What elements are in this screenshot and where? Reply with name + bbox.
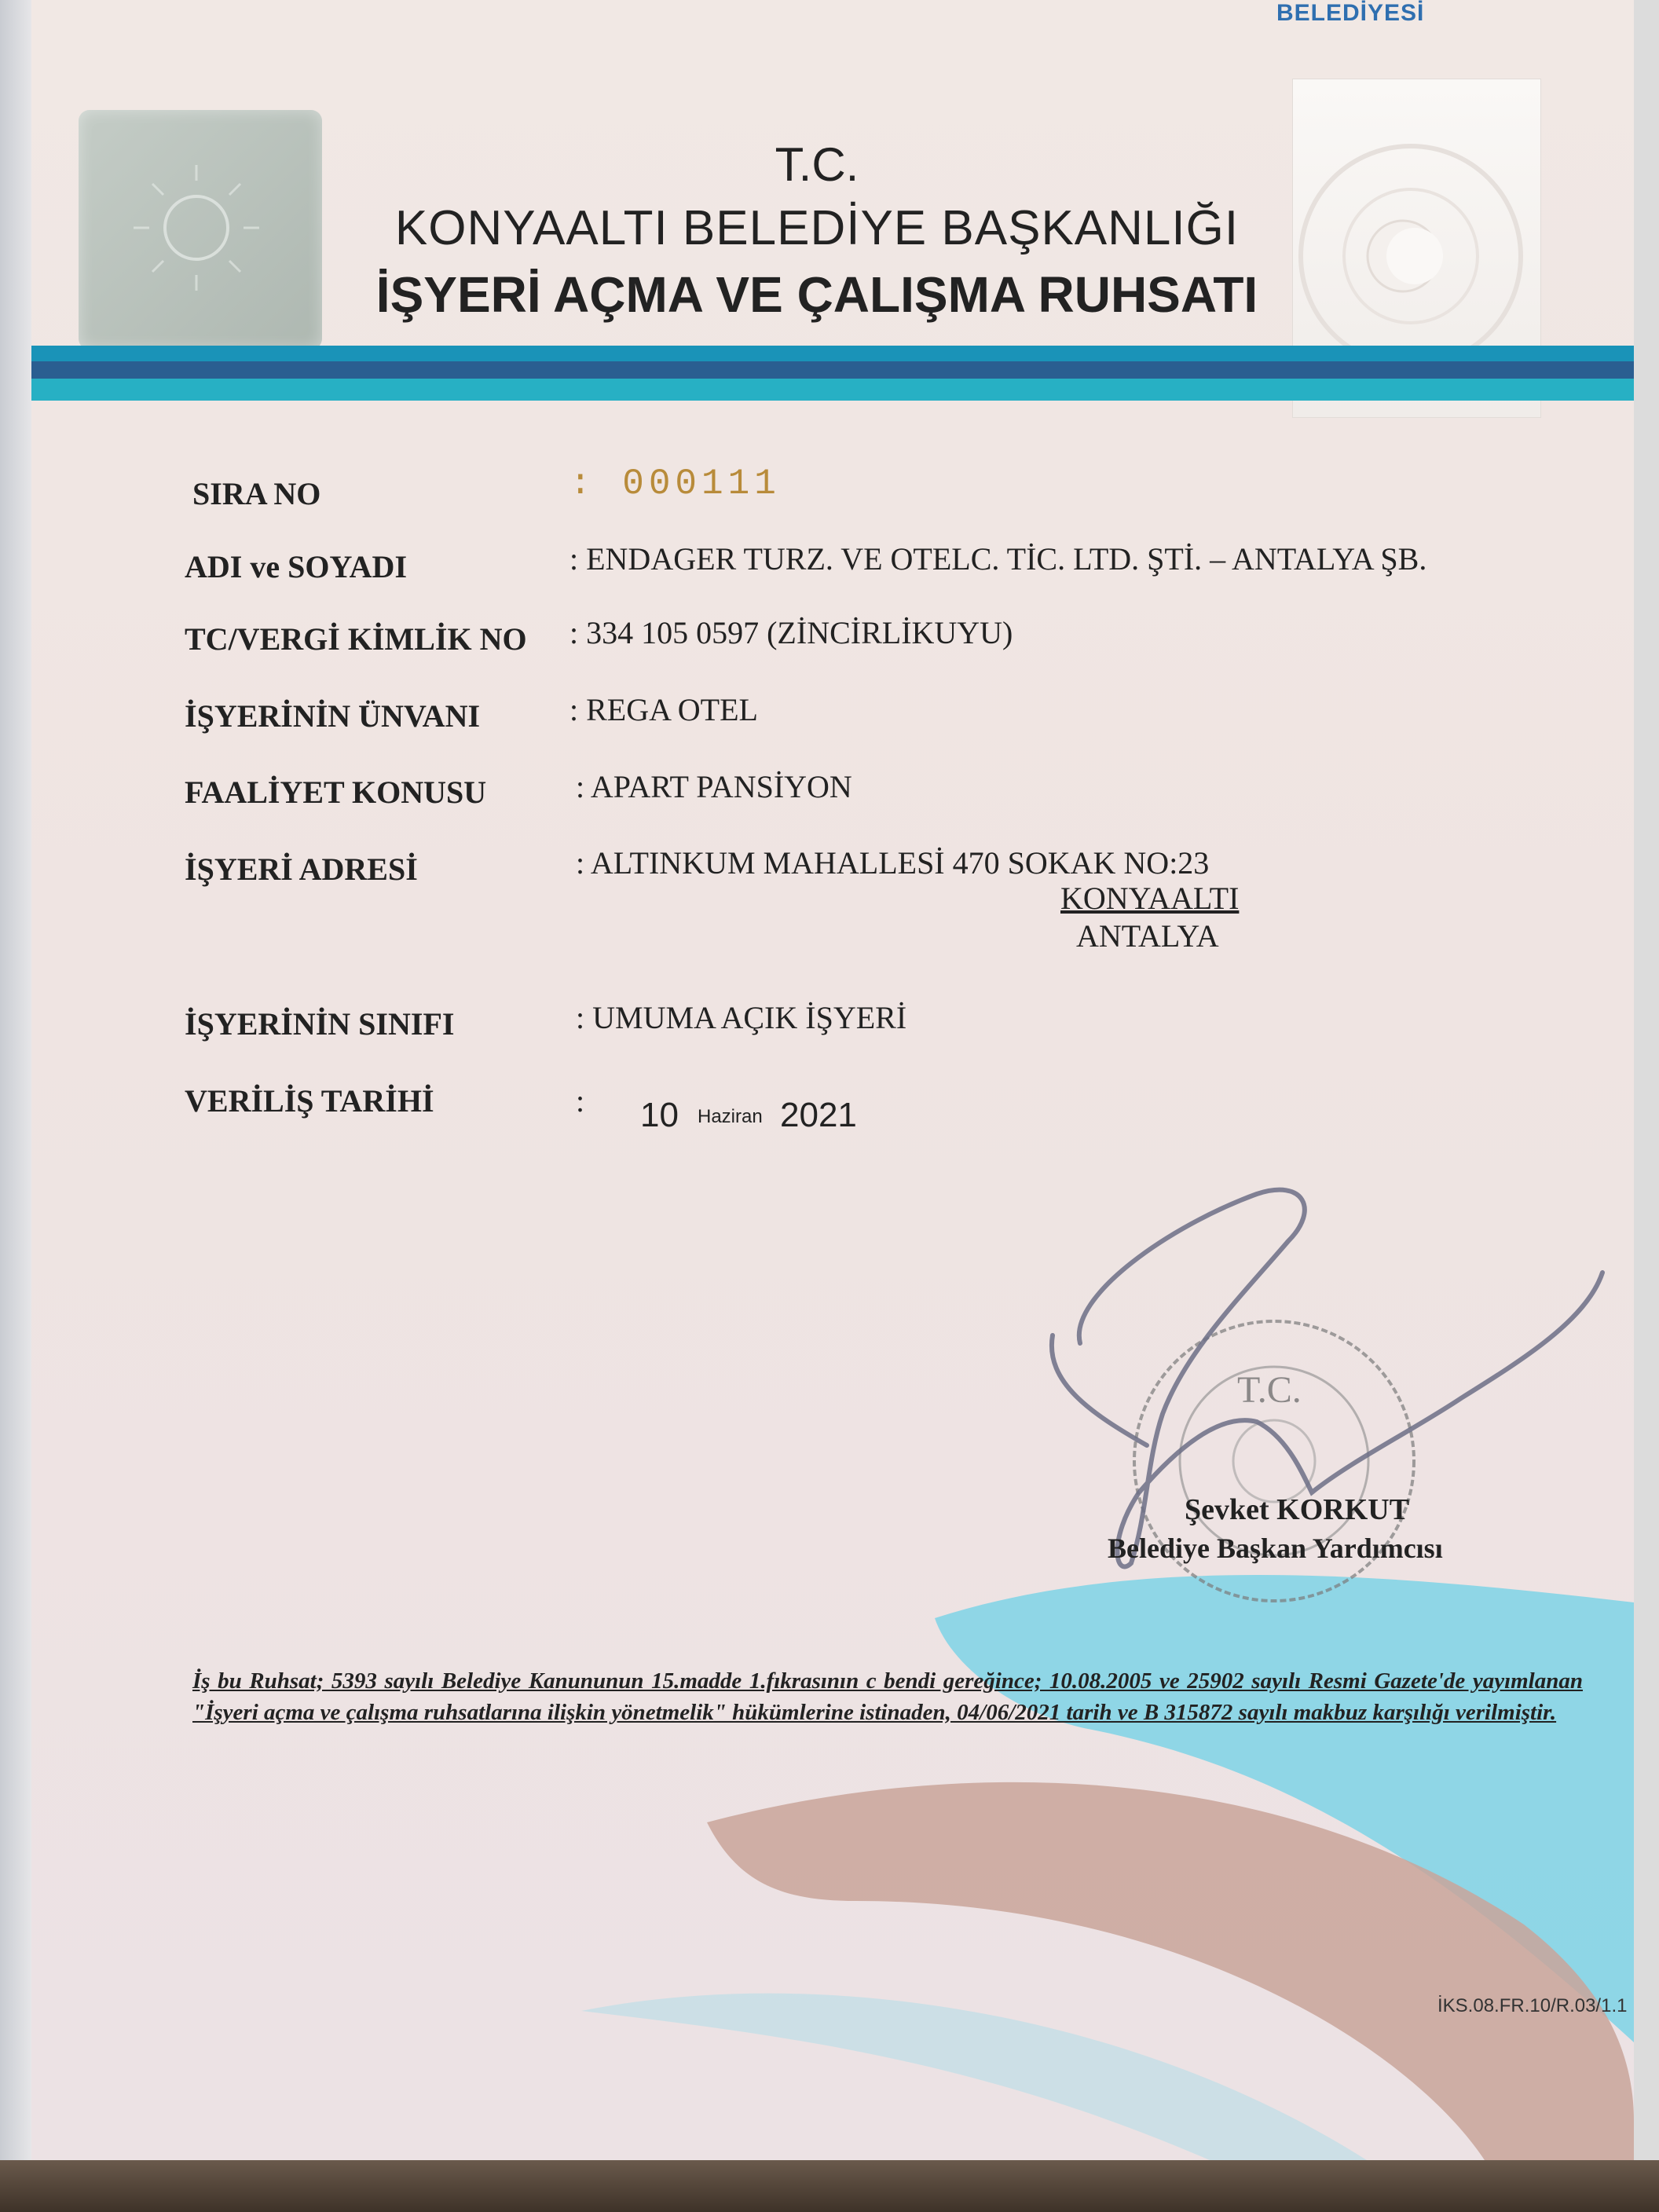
adres-label: İŞYERİ ADRESİ: [185, 851, 418, 887]
tarih-colon: :: [576, 1083, 585, 1119]
tarih-year: 2021: [780, 1096, 857, 1134]
sira-no-label: SIRA NO: [192, 476, 321, 511]
tarih-month: Haziran: [698, 1106, 763, 1127]
adi-soyadi-value: : ENDAGER TURZ. VE OTELC. TİC. LTD. ŞTİ. – ANTALYA ŞB.: [569, 541, 1427, 577]
signatory-title: Belediye Başkan Yardımcısı: [1108, 1533, 1443, 1564]
header-tc: T.C.: [775, 138, 859, 191]
unvan-value: : REGA OTEL: [569, 692, 758, 727]
brand-text: BELEDİYESİ: [1276, 0, 1425, 26]
form-code: İKS.08.FR.10/R.03/1.1: [1437, 1995, 1628, 2016]
table-surface: [0, 2160, 1659, 2212]
sinif-value: : UMUMA AÇIK İŞYERİ: [576, 1000, 907, 1035]
document-title: İŞYERİ AÇMA VE ÇALIŞMA RUHSATI: [375, 266, 1258, 323]
signatory-name: Şevket KORKUT: [1185, 1493, 1410, 1526]
vergi-no-label: TC/VERGİ KİMLİK NO: [185, 621, 527, 657]
tarih-label: VERİLİŞ TARİHİ: [185, 1083, 434, 1119]
adres-line1: : ALTINKUM MAHALLESİ 470 SOKAK NO:23: [576, 845, 1210, 881]
faaliyet-value: : APART PANSİYON: [576, 769, 852, 804]
header-institution: KONYAALTI BELEDİYE BAŞKANLIĞI: [394, 201, 1240, 255]
paper-left-edge: [0, 0, 31, 2160]
faaliyet-label: FAALİYET KONUSU: [185, 775, 487, 810]
adres-line2: KONYAALTI: [1060, 881, 1240, 916]
vergi-no-value: : 334 105 0597 (ZİNCİRLİKUYU): [569, 615, 1013, 650]
official-stamp: [31, 0, 1634, 2160]
stamp-text: T.C.: [1237, 1369, 1302, 1411]
unvan-label: İŞYERİNİN ÜNVANI: [185, 698, 481, 734]
adi-soyadi-label: ADI ve SOYADI: [185, 549, 408, 584]
license-document: [31, 0, 1634, 2160]
legal-notice: İş bu Ruhsat; 5393 sayılı Belediye Kanununun 15.madde 1.fıkrasının c bendi gereğince; 10.08.2005 ve 25902 sayılı Resmi Gazete'de yayımlanan "İşyeri açma ve çalışma ruhsatlarına ilişkin yönetmelik" hükümlerine istinaden, 04/06/2021 tarih ve B 315872 sayılı makbuz karşılığı verilmiştir.: [192, 1668, 1583, 1725]
sinif-label: İŞYERİNİN SINIFI: [185, 1006, 455, 1042]
sira-no-value: : 000111: [569, 463, 781, 504]
tarih-day: 10: [640, 1096, 679, 1134]
adres-line3: ANTALYA: [1076, 918, 1219, 954]
